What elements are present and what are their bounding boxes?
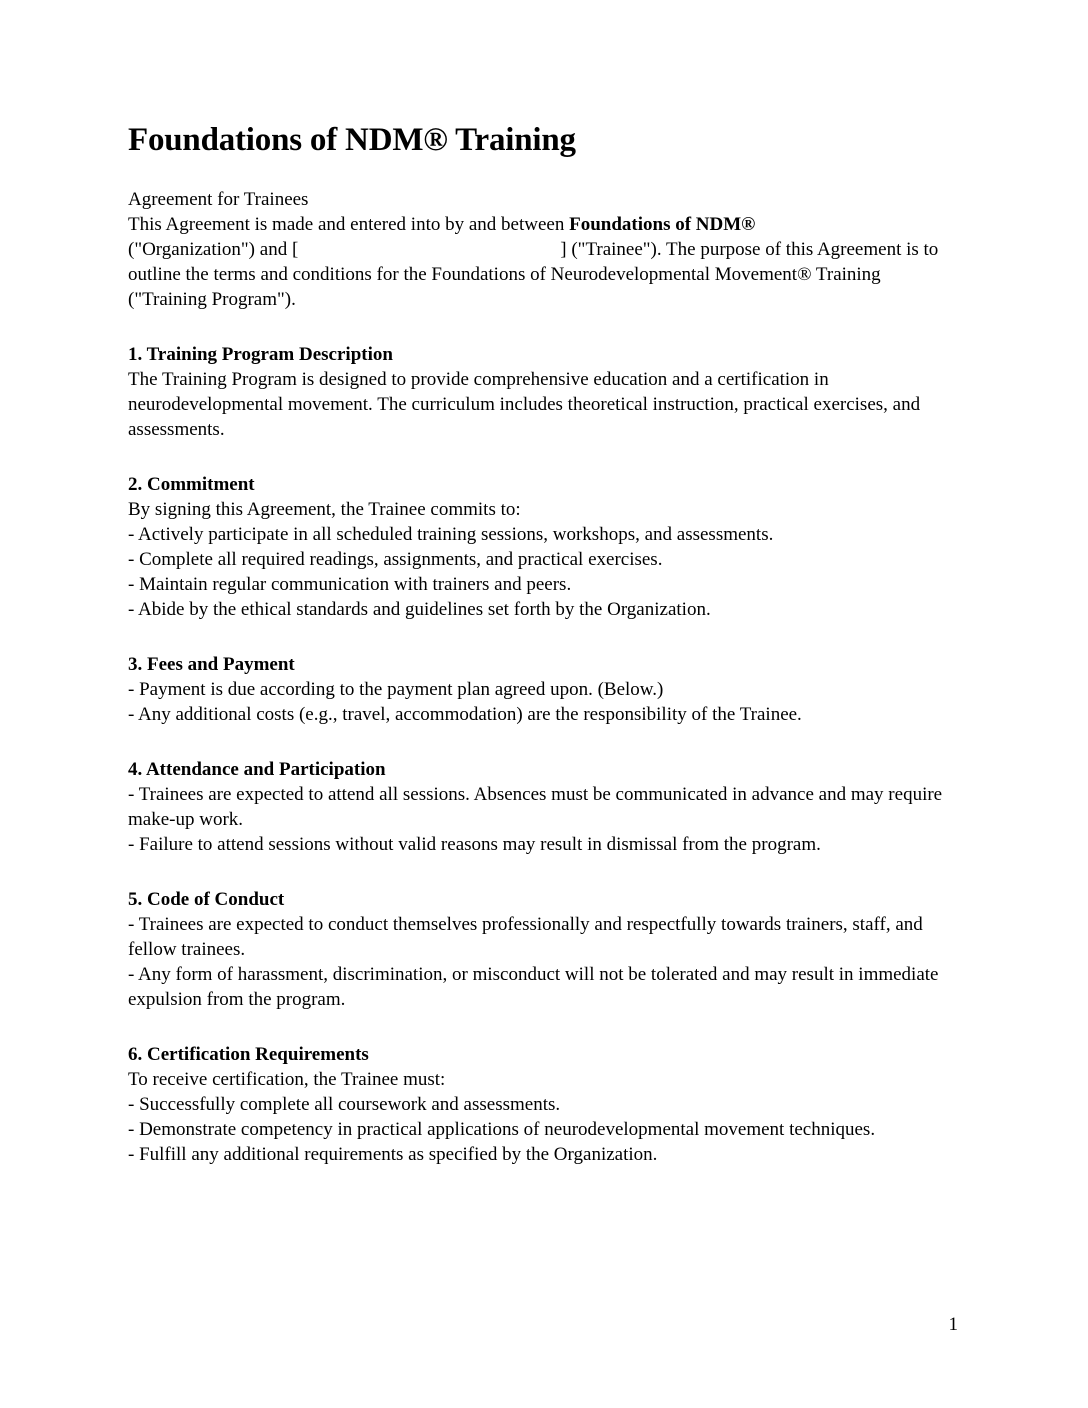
document-subtitle: Agreement for Trainees [128, 188, 309, 210]
document-content [128, 122, 964, 1197]
section-commitment [128, 472, 964, 622]
section-paragraph: The Training Program is designed to provide comprehensive education and a certification in neurodevelopmental movement. The curriculum includes theoretical instruction, practical exercises, and assessments. [128, 368, 921, 440]
bullet-line: - Demonstrate competency in practical applications of neurodevelopmental movement techniques. [128, 1118, 876, 1140]
section-heading: 2. Commitment [128, 473, 255, 495]
intro-text-after-bold: ("Organization") and [ [128, 238, 299, 260]
section-paragraph: By signing this Agreement, the Trainee commits to: [128, 498, 521, 520]
section-heading: 4. Attendance and Participation [128, 758, 386, 780]
section-heading: 3. Fees and Payment [128, 653, 295, 675]
bullet-line: - Failure to attend sessions without valid reasons may result in dismissal from the program. [128, 833, 821, 855]
bullet-line: - Trainees are expected to attend all sessions. Absences must be communicated in advance and may require make-up work. [128, 783, 943, 830]
trainee-name-blank [298, 254, 560, 255]
document-title: Foundations of NDM® Training [128, 122, 576, 158]
section-heading: 1. Training Program Description [128, 343, 393, 365]
section-code-of-conduct [128, 887, 964, 1012]
section-heading: 5. Code of Conduct [128, 888, 285, 910]
bullet-line: - Complete all required readings, assignments, and practical exercises. [128, 548, 663, 570]
bullet-line: - Any additional costs (e.g., travel, accommodation) are the responsibility of the Trainee. [128, 703, 802, 725]
intro-bold-organization-name: Foundations of NDM® [569, 213, 756, 235]
section-attendance-and-participation [128, 757, 964, 857]
bullet-line: - Successfully complete all coursework and assessments. [128, 1093, 561, 1115]
bullet-line: - Payment is due according to the payment plan agreed upon. (Below.) [128, 678, 664, 700]
bullet-line: - Actively participate in all scheduled training sessions, workshops, and assessments. [128, 523, 774, 545]
intro-text-before-bold: This Agreement is made and entered into by and between [128, 213, 570, 235]
section-certification-requirements [128, 1042, 964, 1167]
section-training-program-description [128, 342, 964, 442]
bullet-line: - Fulfill any additional requirements as specified by the Organization. [128, 1143, 658, 1165]
bullet-line: - Abide by the ethical standards and guidelines set forth by the Organization. [128, 598, 711, 620]
page-number: 1 [948, 1314, 958, 1335]
section-paragraph: To receive certification, the Trainee must: [128, 1068, 446, 1090]
bullet-line: - Any form of harassment, discrimination, or misconduct will not be tolerated and may result in immediate expulsion from the program. [128, 963, 939, 1010]
section-fees-and-payment [128, 652, 964, 727]
intro-text-after-blank: ] ("Trainee"). The purpose of this Agreement is to outline the terms and conditions for the Foundations of Neurodevelopmental Movement® Training ("Training Program"). [128, 238, 939, 310]
section-heading: 6. Certification Requirements [128, 1043, 369, 1065]
bullet-line: - Maintain regular communication with trainers and peers. [128, 573, 572, 595]
bullet-line: - Trainees are expected to conduct themselves professionally and respectfully towards trainers, staff, and fellow trainees. [128, 913, 923, 960]
intro-paragraph [128, 212, 964, 312]
